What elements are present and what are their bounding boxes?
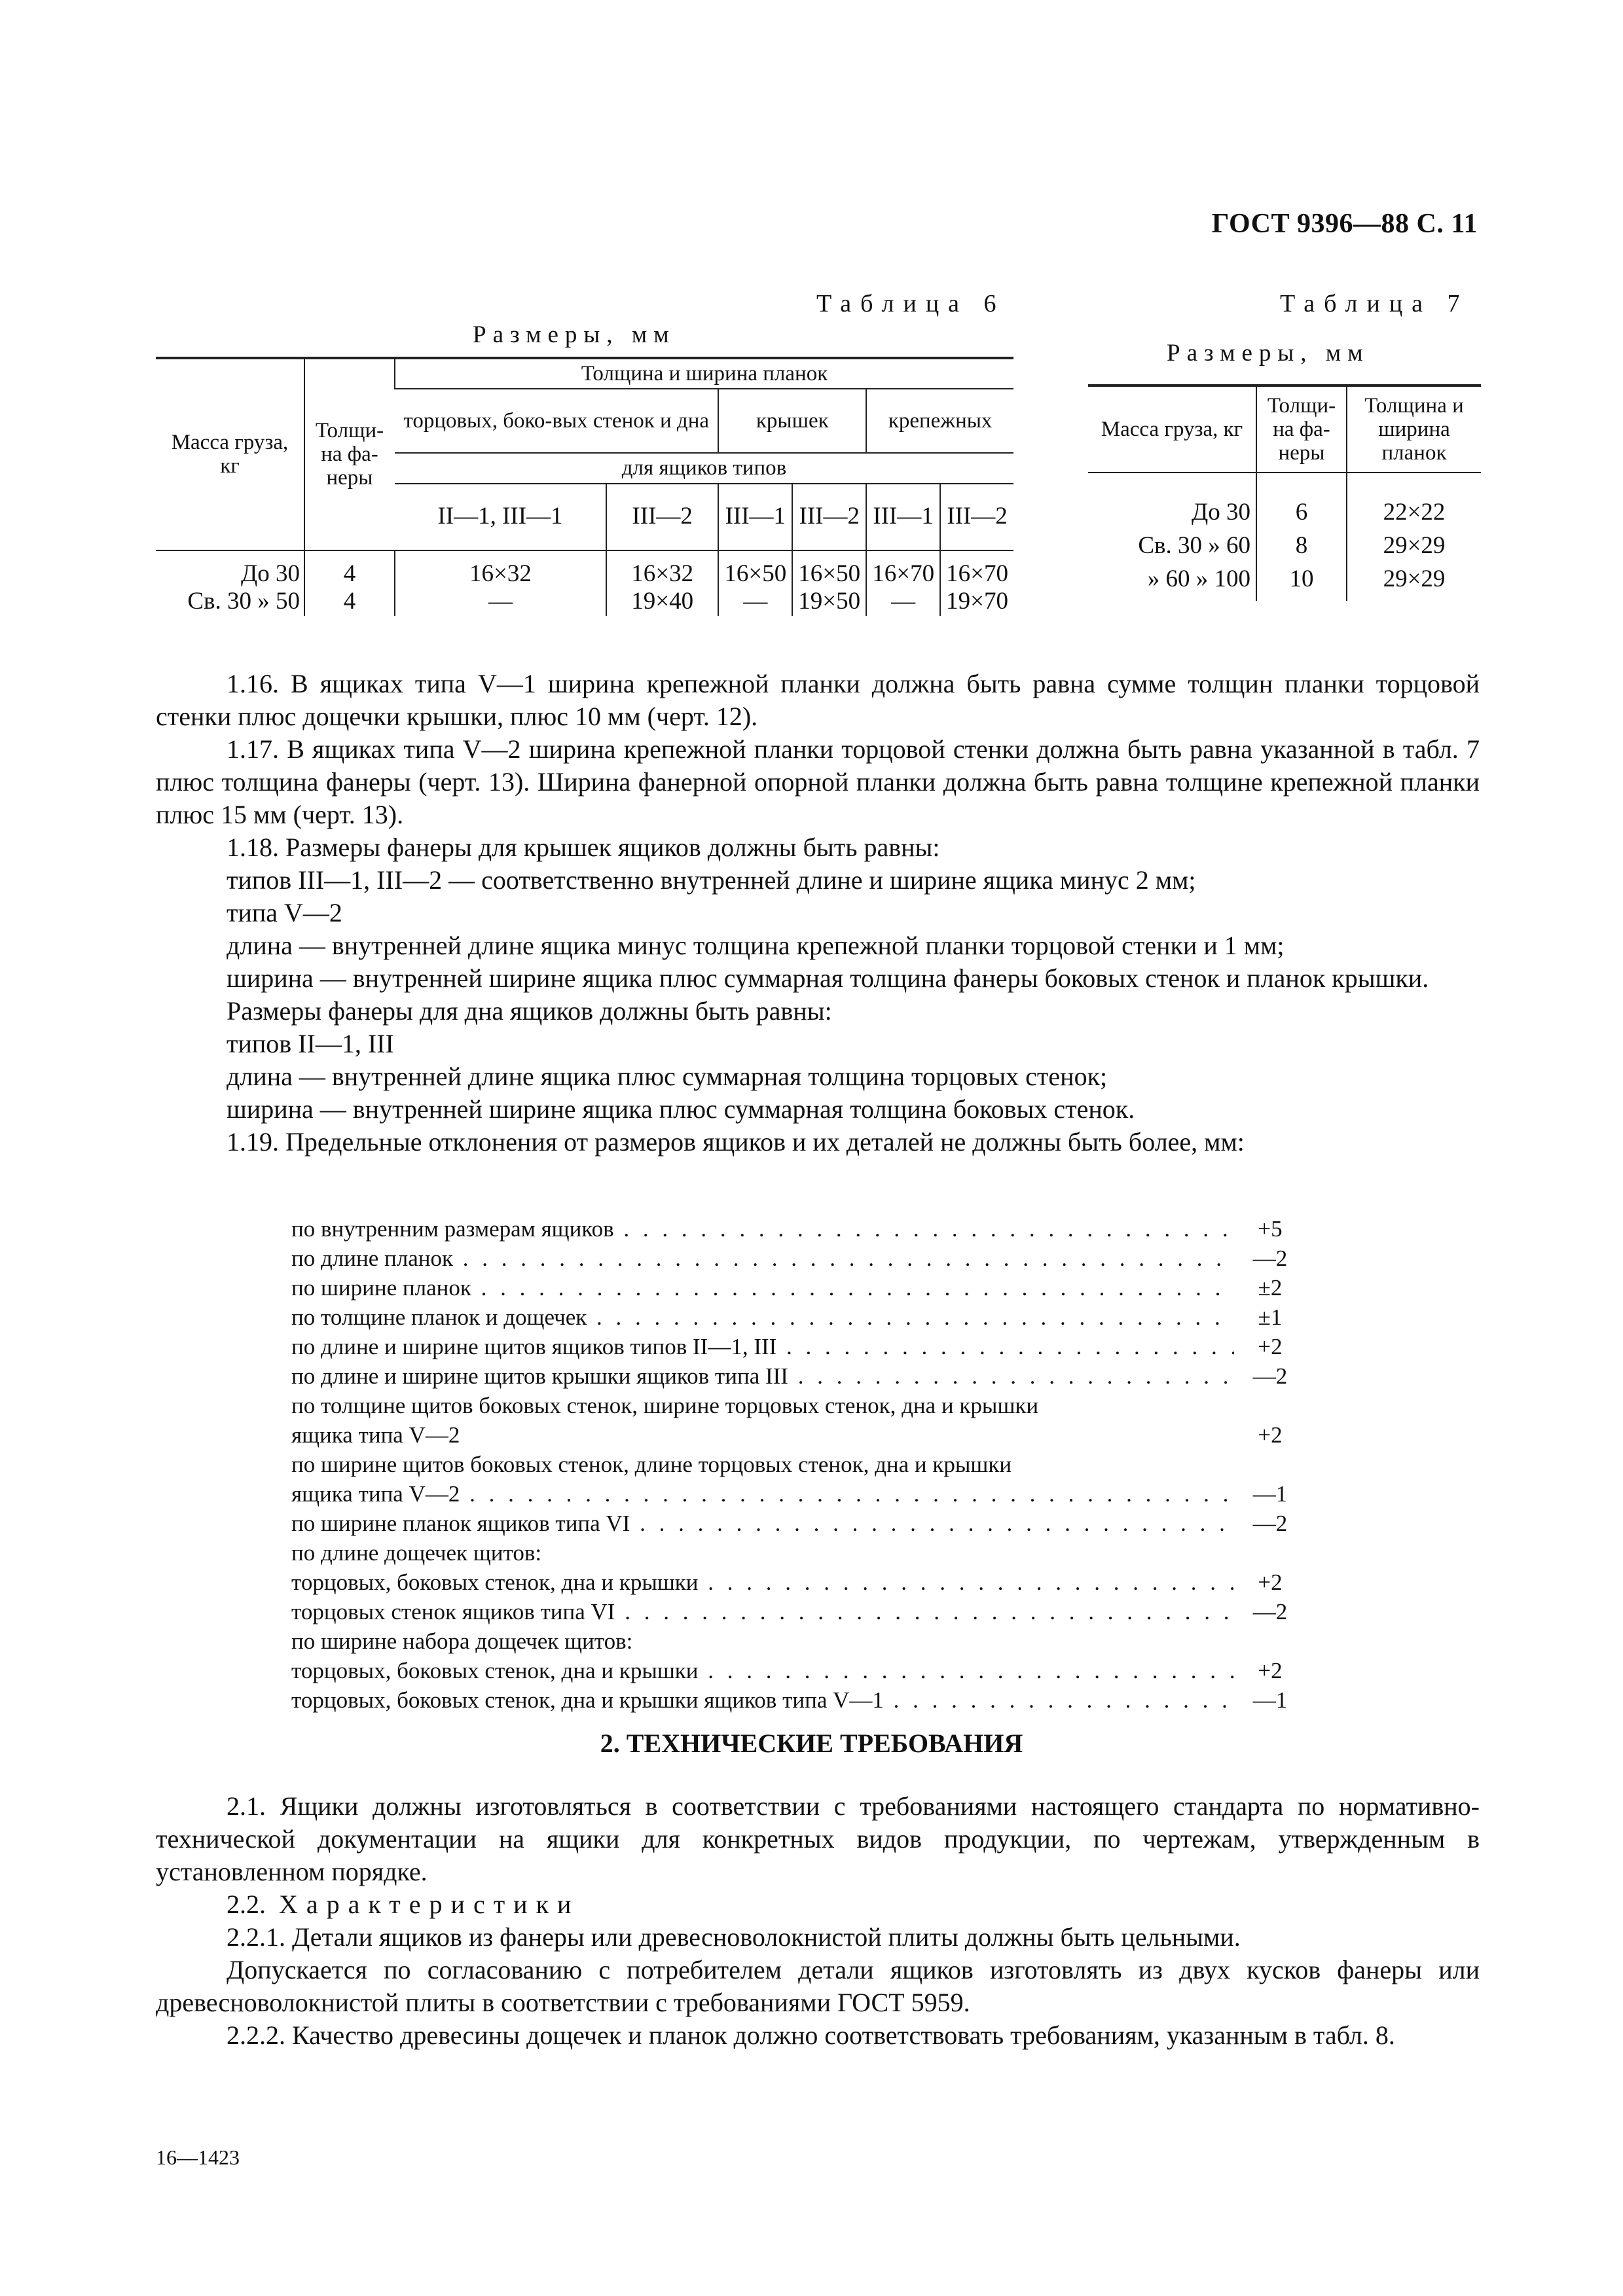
list-item [291, 1568, 1306, 1597]
tolerance-value: —2 [1252, 1246, 1288, 1271]
table-7-header-size: Толщина и ширина планок [1347, 386, 1481, 473]
paragraph-1-18-a: типов III—1, III—2 — соответственно внутренней длине и ширине ящика минус 2 мм; [227, 865, 1196, 895]
paragraph-1-18-d: ширина — внутренней ширине ящика плюс суммарная толщина фанеры боковых стенок и планок крышки. [227, 963, 1429, 993]
table-cell-line: 22×22 [1383, 499, 1446, 526]
table-cell [1088, 473, 1256, 601]
table-cell: Св. 30 » 50 [187, 588, 300, 615]
paragraph-1-18-c: длина — внутренней длине ящика минус толщина крепежной планки торцовой стенки и 1 мм; [227, 931, 1285, 960]
tolerance-label: торцовых, боковых стенок, дна и крышки . . . [291, 1568, 1234, 1597]
list-item [291, 1656, 1306, 1685]
tolerance-value: +2 [1258, 1422, 1283, 1448]
list-item [291, 1244, 1306, 1273]
table-cell [1347, 473, 1481, 601]
table-cell-line: 6 [1295, 499, 1308, 526]
tolerance-label: по ширине планок . . . [291, 1273, 1234, 1302]
table-cell: 16×32 [606, 550, 718, 588]
list-item [291, 1509, 1306, 1538]
paragraph-1-18-b: типа V—2 [227, 898, 342, 927]
table-cell: 4 [304, 588, 395, 616]
tolerance-value: —2 [1252, 1511, 1288, 1536]
table-6-header-group: Толщина и ширина планок [395, 358, 1013, 389]
table-cell: 19×50 [792, 588, 866, 616]
table-6-caption: Таблица 6 [816, 290, 1006, 317]
tolerance-value: —1 [1252, 1687, 1288, 1713]
table-cell: 19×40 [606, 588, 718, 616]
paragraph-1-19: 1.19. Предельные отклонения от размеров ящиков и их деталей не должны быть более, мм: [227, 1127, 1245, 1157]
tolerance-value: +2 [1258, 1658, 1283, 1683]
table-cell: — [718, 588, 792, 616]
paragraph-1-16: 1.16. В ящиках типа V—1 ширина крепежной планки должна быть равна сумме толщин планки торцовой стенки плюс дощечки крышки, плюс 10 мм (черт. 12). [156, 669, 1480, 731]
tolerance-label: по ширине планок ящиков типа VI . . . [291, 1509, 1234, 1538]
table-cell-line: До 30 [1192, 499, 1250, 526]
table-6-header-thickness: Толщи-на фа-неры [304, 358, 395, 550]
tolerance-label: ящика типа V—2 . . . [291, 1479, 1234, 1509]
tolerance-label: ящика типа V—2 [291, 1422, 460, 1448]
table-6-type-5: III—1 [866, 484, 940, 550]
table-6 [156, 357, 1013, 616]
section-2-title: 2. ТЕХНИЧЕСКИЕ ТРЕБОВАНИЯ [600, 1729, 1023, 1758]
table-cell: 4 [304, 550, 395, 588]
paragraph-2-1: 2.1. Ящики должны изготовляться в соответствии с требованиями настоящего стандарта по нормативно-технической документации на ящики для конкретных видов продукции, по чертежам, утвержденным в установленном порядке. [156, 1791, 1480, 1886]
tolerance-label: по длине и ширине щитов крышки ящиков типа III . . . [291, 1361, 1234, 1391]
table-cell: 16×50 [792, 550, 866, 588]
tolerance-label: торцовых, боковых стенок, дна и крышки ящиков типа V—1 . . . [291, 1685, 1234, 1715]
table-cell: 16×70 [940, 550, 1013, 588]
table-6-type-3: III—1 [718, 484, 792, 550]
tolerance-label: по длине дощечек щитов: [291, 1540, 542, 1566]
paragraph-1-18-e: Размеры фанеры для дна ящиков должны быть равны: [227, 996, 832, 1026]
tolerance-value: +2 [1258, 1570, 1283, 1595]
list-item [291, 1361, 1306, 1391]
table-6-type-2: III—2 [606, 484, 718, 550]
paragraph-1-18-g: длина — внутренней длине ящика плюс суммарная толщина торцовых стенок; [227, 1062, 1108, 1091]
table-row [156, 550, 1013, 588]
table-row [1088, 473, 1481, 601]
tolerance-value: ±2 [1258, 1275, 1283, 1300]
paragraph-2-2-number: 2.2. [227, 1890, 266, 1919]
table-6-type-4: III—2 [792, 484, 866, 550]
page-footer: 16—1423 [156, 2145, 240, 2169]
list-item [291, 1420, 1306, 1450]
table-cell: 16×70 [866, 550, 940, 588]
paragraph-1-18-f: типов II—1, III [227, 1029, 394, 1058]
list-item [291, 1332, 1306, 1361]
table-6-header-types: для ящиков типов [395, 453, 1013, 483]
tolerance-value: +2 [1258, 1334, 1283, 1359]
list-item [291, 1479, 1306, 1509]
tolerance-label: по длине планок . . . [291, 1244, 1234, 1273]
table-6-header-lids: крышек [718, 389, 866, 453]
tolerance-value: ±1 [1258, 1304, 1283, 1330]
paragraph-1-17: 1.17. В ящиках типа V—2 ширина крепежной планки торцовой стенки должна быть равна указанной в табл. 7 плюс толщина фанеры (черт. 13). Ширина фанерной опорной планки должна быть равна толщине крепежной планки плюс 15 мм (черт. 13). [156, 734, 1480, 829]
table-cell-line: Св. 30 » 60 [1138, 532, 1250, 560]
table-row [156, 588, 1013, 616]
tolerance-label: по толщине планок и дощечек . . . [291, 1302, 1234, 1332]
tolerance-value: —2 [1252, 1599, 1288, 1624]
tolerance-label: по толщине щитов боковых стенок, ширине торцовых стенок, дна и крышки [291, 1393, 1039, 1418]
table-cell: 16×50 [718, 550, 792, 588]
table-cell [1256, 473, 1347, 601]
paragraph-1-18-h: ширина — внутренней ширине ящика плюс суммарная толщина боковых стенок. [227, 1094, 1135, 1124]
table-cell-line: 10 [1289, 565, 1314, 593]
page-header: ГОСТ 9396—88 С. 11 [1211, 209, 1478, 239]
list-item [291, 1450, 1306, 1479]
tolerance-label: по ширине набора дощечек щитов: [291, 1628, 633, 1654]
table-7 [1088, 384, 1481, 601]
tolerance-label: по ширине щитов боковых стенок, длине торцовых стенок, дна и крышки [291, 1452, 1012, 1477]
paragraph-2-2-1: 2.2.1. Детали ящиков из фанеры или древесноволокнистой плиты должны быть цельными. [227, 1922, 1241, 1952]
table-6-header-fastening: крепежных [866, 389, 1013, 453]
tolerance-label: торцовых, боковых стенок, дна и крышки . . . [291, 1656, 1234, 1685]
table-cell-line: 29×29 [1383, 532, 1446, 560]
table-6-header-walls: торцовых, боко-вых стенок и дна [395, 389, 718, 453]
table-cell: 16×32 [395, 550, 606, 588]
table-6-type-6: III—2 [940, 484, 1013, 550]
list-item [291, 1685, 1306, 1715]
table-7-units: Размеры, мм [1167, 340, 1370, 367]
tolerance-label: торцовых стенок ящиков типа VI . . . [291, 1597, 1234, 1626]
table-cell: До 30 [241, 560, 300, 587]
table-cell-line: 29×29 [1383, 565, 1446, 593]
list-item [291, 1597, 1306, 1626]
table-6-units: Размеры, мм [473, 321, 676, 348]
paragraph-2-2-2: 2.2.2. Качество древесины дощечек и планок должно соответствовать требованиям, указанным в табл. 8. [227, 2020, 1395, 2050]
table-6-type-1: II—1, III—1 [395, 484, 606, 550]
paragraph-2-2 [156, 1888, 1480, 1921]
paragraph-2-2-1-b: Допускается по согласованию с потребителем детали ящиков изготовлять из двух кусков фанеры или древесноволокнистой плиты в соответствии с требованиями ГОСТ 5959. [156, 1955, 1480, 2017]
list-item [291, 1214, 1306, 1244]
tolerance-label: по внутренним размерам ящиков . . . [291, 1214, 1234, 1244]
paragraph-1-18: 1.18. Размеры фанеры для крышек ящиков должны быть равны: [227, 833, 940, 862]
tolerance-value: —1 [1252, 1481, 1288, 1507]
list-item [291, 1391, 1306, 1420]
table-cell: — [395, 588, 606, 616]
tolerance-list [291, 1214, 1306, 1715]
table-cell: 19×70 [940, 588, 1013, 616]
table-cell-line: 8 [1295, 532, 1308, 560]
table-cell-line: » 60 » 100 [1147, 565, 1250, 593]
table-6-header-mass: Масса груза, кг [156, 358, 304, 550]
table-7-header-thickness: Толщи-на фа-неры [1256, 386, 1347, 473]
tolerance-value: —2 [1252, 1363, 1288, 1389]
paragraph-2-2-title: Характеристики [279, 1890, 580, 1919]
list-item [291, 1273, 1306, 1302]
tolerance-label: по длине и ширине щитов ящиков типов II—1, III . . . [291, 1332, 1234, 1361]
body-section-1 [156, 668, 1480, 1158]
table-cell: — [866, 588, 940, 616]
list-item [291, 1538, 1306, 1568]
body-section-2 [156, 1790, 1480, 2052]
list-item [291, 1626, 1306, 1656]
table-7-header-mass: Масса груза, кг [1088, 386, 1256, 473]
tolerance-value: +5 [1258, 1216, 1283, 1242]
table-7-caption: Таблица 7 [1280, 290, 1469, 317]
list-item [291, 1302, 1306, 1332]
